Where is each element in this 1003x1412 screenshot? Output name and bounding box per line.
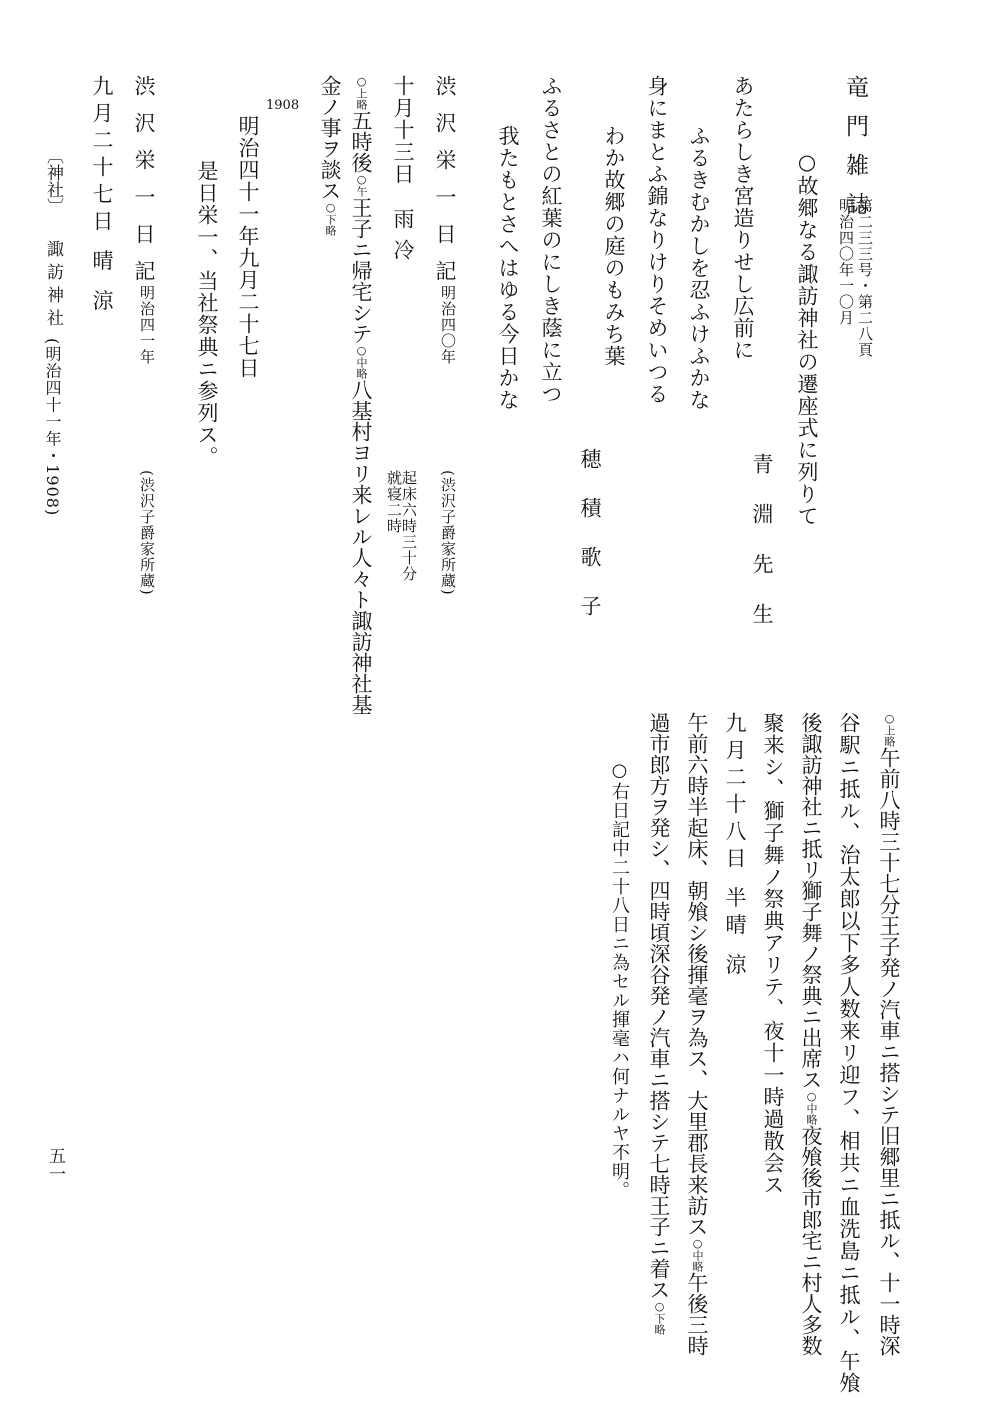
journal-issue: 第二三三号・第二八頁 — [856, 198, 874, 358]
abbrev-mark: ○中略 — [805, 1090, 818, 1125]
category-range: (明治四十一年・1908) — [43, 338, 62, 517]
poem-author-aobuchi: 青淵先生 — [750, 453, 774, 653]
lower-note: ○右日記中二十八日ニ為セル揮毫ハ何ナルヤ不明。 — [609, 760, 630, 1200]
diary-weather-oct13: 雨冷 — [391, 208, 415, 270]
poem-line-5: ふるさとの紅葉のにしき蔭に立つ — [539, 75, 563, 405]
poem-line-4: わか故郷の庭のもみち葉 — [602, 125, 626, 367]
abbrev-mark: ○中略 — [691, 1237, 704, 1272]
abbrev-mark: ○上略 — [883, 712, 896, 747]
poem-line-3: 身にまとふ錦なりけりそめいつる — [645, 75, 669, 405]
diary-wake: 起床六時三十分 — [400, 470, 418, 582]
page-number: 五一 — [45, 1147, 65, 1183]
category-name: 諏訪神社 — [43, 240, 63, 332]
poem-author-hozumi: 穂積歌子 — [578, 448, 602, 644]
diary-title-2: 渋沢栄一日記 — [132, 75, 156, 297]
lower-line-4: 聚来シ、獅子舞ノ祭典アリテ、夜十一時過散会ス — [761, 712, 785, 1196]
diary-year-1: 明治四〇年 — [439, 285, 457, 365]
diary-year-2: 明治四一年 — [138, 285, 156, 365]
diary-sleep: 就寝二時 — [385, 470, 403, 534]
poem-line-6: 我たもとさへはゆる今日かな — [496, 125, 520, 411]
lower-line-6: 午前六時半起床、朝飧シ後揮毫ヲ為ス、大里郡長来訪ス○中略午後三時 — [685, 712, 709, 1356]
poem-line-1: あたらしき宮造りせし広前に — [731, 75, 755, 361]
category-tag: 〔神社〕 — [43, 147, 63, 215]
poem-heading: ○故郷なる諏訪神社の遷座式に列りて — [795, 150, 819, 527]
poem-line-2: ふるきむかしを忍ふけふかな — [687, 125, 711, 411]
journal-date: 明治四〇年一〇月 — [837, 198, 855, 326]
diary-date-oct13: 十月十三日 — [391, 75, 415, 185]
lower-date-sep28: 九月二十八日 半晴 涼 — [723, 712, 747, 981]
lower-line-2: 谷駅ニ抵ル、治太郎以下多人数来リ迎フ、相共ニ血洗島ニ抵ル、午飧 — [837, 712, 861, 1394]
abbrev-mark: ○午 — [355, 173, 368, 197]
diary-source-1: (渋沢子爵家所蔵) — [439, 470, 457, 596]
lower-line-7: 過市郎方ヲ発シ、四時頃深谷発ノ汽車ニ搭シテ七時王子ニ着ス○下略 — [647, 712, 671, 1335]
event-summary: 是日栄一、当社祭典ニ参列ス。 — [195, 160, 219, 468]
lower-line-1: ○上略午前八時三十七分王子発ノ汽車ニ搭シテ旧郷里ニ抵ル、十一時深 — [877, 712, 901, 1356]
diary-entry-line-2: 金ノ事ヲ談ス○下略 — [318, 75, 342, 236]
abbrev-mark: ○下略 — [653, 1300, 666, 1335]
year-label-1908: 1908 — [266, 98, 300, 113]
diary-date-sep27: 九月二十七日 晴 涼 — [90, 75, 114, 317]
diary-entry-line-1: ○上略五時後○午王子ニ帰宅シテ○中略八基村ヨリ来レル人々ト諏訪神社基 — [349, 75, 373, 715]
journal-title: 竜門雑誌 — [842, 75, 868, 231]
lower-line-3: 後諏訪神社ニ抵リ獅子舞ノ祭典ニ出席ス○中略夜飧後市郎宅ニ村人多数 — [799, 712, 823, 1356]
diary-source-2: (渋沢子爵家所蔵) — [138, 470, 156, 596]
diary-title-1: 渋沢栄一日記 — [433, 75, 457, 297]
date-heading: 明治四十一年九月二十七日 — [236, 115, 260, 379]
abbrev-mark: ○中略 — [355, 344, 368, 379]
abbrev-mark: ○上略 — [355, 75, 368, 110]
abbrev-mark: ○下略 — [324, 201, 337, 236]
